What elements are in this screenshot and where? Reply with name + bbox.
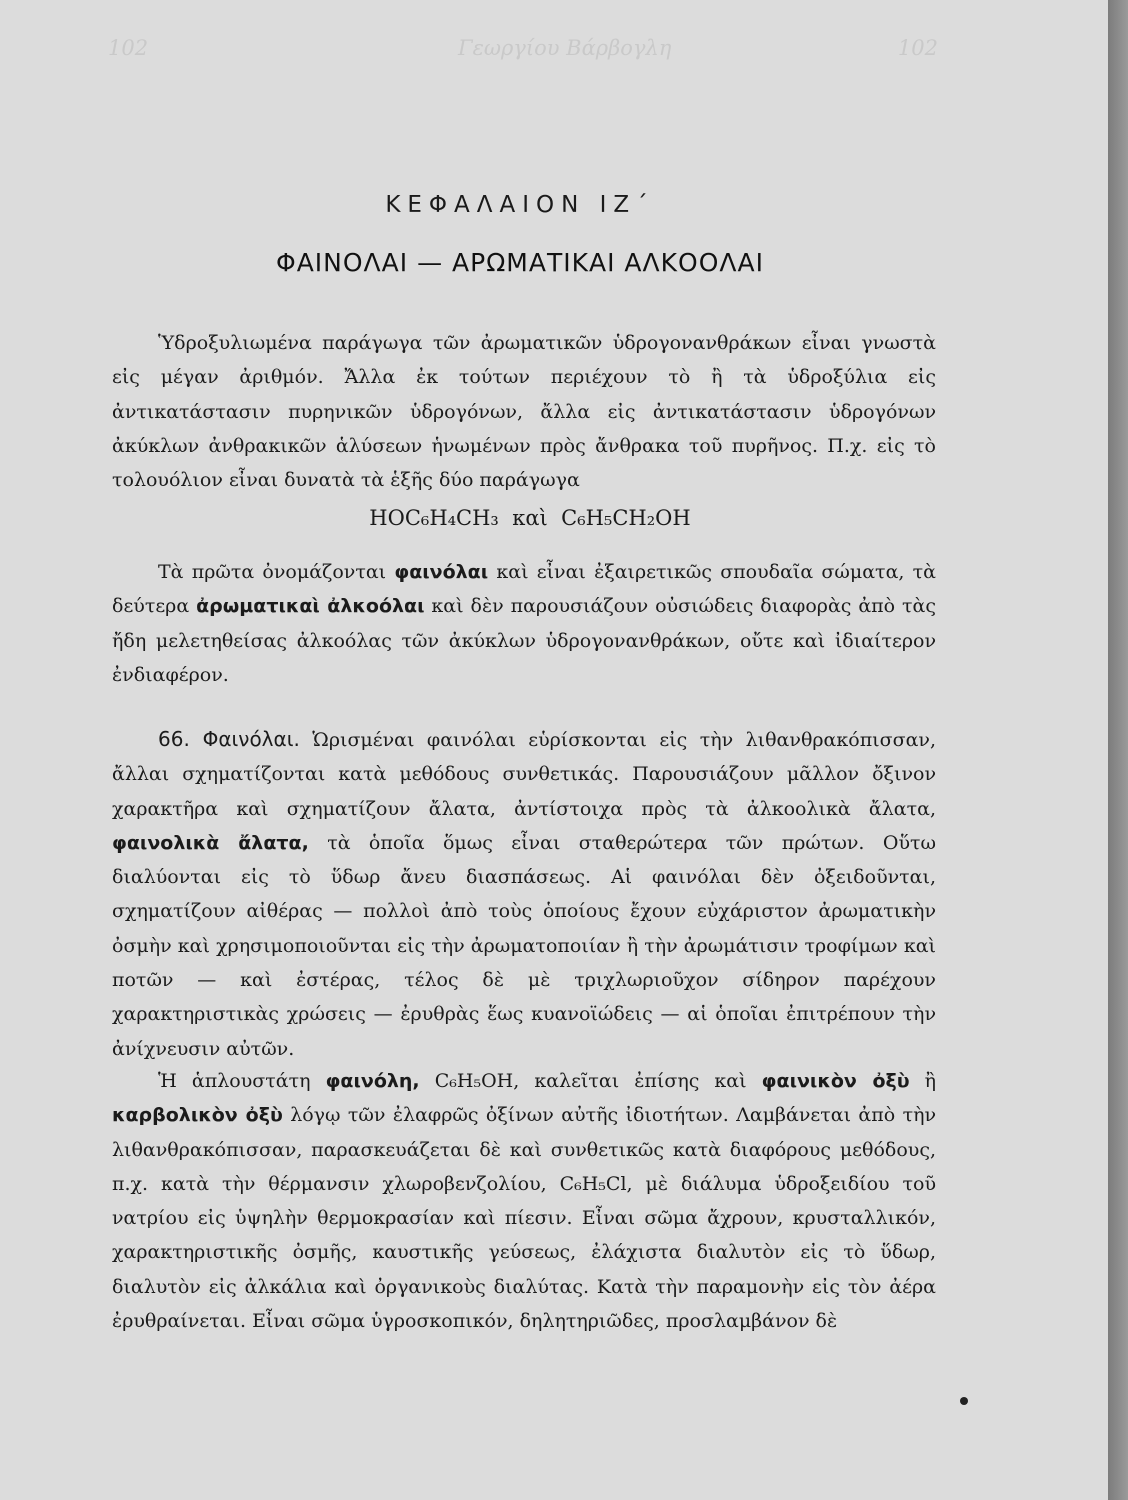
term-phenolic-salts: φαινολικὰ ἄλατα, [112, 831, 309, 854]
term-aromatic-alcohols: ἀρωματικαὶ ἀλκοόλαι [196, 595, 425, 618]
chapter-title: ΦΑΙΝΟΛΑΙ — ΑΡΩΜΑΤΙΚΑΙ ΑΛΚΟΟΛΑΙ [276, 248, 764, 277]
paragraph-intro-text: Ὑδροξυλιωμένα παράγωγα τῶν ἀρωματικῶν ὑδρογονανθράκων εἶναι γνωστὰ εἰς μέγαν ἀριθμόν. Ἄλλα ἐκ τούτων περιέχουν τὸ ἢ τὰ ὑδροξύλια εἰς ἀντικατάστασιν πυρηνικῶν ὑδρογόνων, ἄλλα εἰς ἀντικατάστασιν ὑδρογόνων ἀκύκλων ἀνθρακικῶν ἁλύσεων ἡνωμένων πρὸς ἄνθρακα τοῦ πυρῆνος. Π.χ. εἰς τὸ τολουόλιον εἶναι δυνατὰ τὰ ἑξῆς δύο παράγωγα [112, 332, 936, 492]
formula-cresol: HOC₆H₄CH₃ [369, 506, 499, 530]
ghost-page-number-right: 102 [897, 36, 938, 60]
term-carbolic-acid: καρβολικὸν ὀξὺ [112, 1104, 283, 1127]
chapter-heading: ΚΕΦΑΛΑΙΟΝ ΙΖ΄ [385, 192, 655, 218]
p2-text-d: καὶ δὲν παρουσιάζουν οὐσιώδεις διαφορὰς ἀπὸ τὰς ἤδη μελετηθείσας ἀλκοόλας τῶν ἀκύκλων ὑδρογονανθράκων, οὔτε καὶ ἰδιαίτερον ἐνδιαφέρον. [112, 595, 937, 686]
p4-text-c: C₆H₅OH, καλεῖται ἐπίσης καὶ [434, 1070, 747, 1092]
formula-conjunction: καὶ [512, 506, 548, 530]
term-phenols: φαινόλαι [394, 561, 489, 583]
page-edge [1108, 0, 1128, 1500]
p4-text-e: λόγῳ τῶν ἐλαφρῶς ὀξίνων αὐτῆς ἰδιοτήτων. Λαμβάνεται ἀπὸ τὴν λιθανθρακόπισσαν, παρασκευάζεται δὲ καὶ συνθετικῶς κατὰ διαφόρους μεθόδους, π.χ. κατὰ τὴν θέρμανσιν χλωροβενζολίου, C₆H₅Cl, μὲ διάλυμα ὑδροξειδίου τοῦ νατρίου εἰς ὑψηλὴν θερμοκρασίαν καὶ πίεσιν. Εἶναι σῶμα ἄχρουν, κρυσταλλικόν, χαρακτηριστικῆς ὀσμῆς, καυστικῆς γεύσεως, ἐλάχιστα διαλυτὸν εἰς τὸ ὕδωρ, διαλυτὸν εἰς ἀλκάλια καὶ ὀργανικοὺς διαλύτας. Κατὰ τὴν παραμονὴν εἰς τὸν ἀέρα ἐρυθραίνεται. Εἶναι σῶμα ὑγροσκοπικόν, δηλητηριῶδες, προσλαμβάνον δὲ [112, 1104, 937, 1333]
section-66-phenols [112, 722, 936, 1066]
p2-text-a: Τὰ πρῶτα ὀνομάζονται [158, 561, 387, 583]
paragraph-phenol [112, 1064, 936, 1338]
p3-text-c: τὰ ὁποῖα ὅμως εἶναι σταθερώτερα τῶν πρώτων. Οὕτω διαλύονται εἰς τὸ ὕδωρ ἄνευ διασπάσεως. Αἱ φαινόλαι δὲν ὀξειδοῦνται, σχηματίζουν αἰθέρας — πολλοὶ ἀπὸ τοὺς ὁποίους ἔχουν εὐχάριστον ἀρωματικὴν ὀσμὴν καὶ χρησιμοποιοῦνται εἰς τὴν ἀρωματοποιίαν ἢ τὴν ἀρωμάτισιν τροφίμων καὶ ποτῶν — καὶ ἐστέρας, τέλος δὲ μὲ τριχλωριοῦχον σίδηρον παρέχουν χαρακτηριστικὰς χρώσεις — ἐρυθρὰς ἕως κυανοϊώδεις — αἱ ὁποῖαι ἐπιτρέπουν τὴν ἀνίχνευσιν αὐτῶν. [112, 831, 936, 1060]
formula-line [0, 506, 1060, 530]
formula-benzyl-alcohol: C₆H₅CH₂OH [561, 506, 691, 530]
section-heading: 66. Φαινόλαι. [158, 727, 300, 751]
ghost-running-title: Γεωργίου Βάρβογλη [458, 36, 672, 60]
p4-text-d: ἢ [924, 1070, 937, 1092]
paragraph-intro [112, 326, 936, 497]
ink-spot [960, 1397, 968, 1405]
ghost-page-number: 102 [108, 36, 149, 60]
paragraph-definitions [112, 555, 936, 692]
term-phenic-acid: φαινικὸν ὀξὺ [761, 1070, 910, 1092]
p2-text-c: καὶ εἶναι ἐξαιρετικῶς σπουδαῖα σώματα, τὰ δεύτερα [112, 561, 936, 618]
term-phenol: φαινόλη, [325, 1070, 420, 1092]
p4-text-a: Ἡ ἁπλουστάτη [158, 1070, 311, 1092]
p3-text-a: Ὡρισμέναι φαινόλαι εὑρίσκονται εἰς τὴν λιθανθρακόπισσαν, ἄλλαι σχηματίζονται κατὰ μεθόδους συνθετικάς. Παρουσιάζουν μᾶλλον ὄξινον χαρακτῆρα καὶ σχηματίζουν ἄλατα, ἀντίστοιχα πρὸς τὰ ἀλκοολικὰ ἄλατα, [112, 729, 936, 820]
